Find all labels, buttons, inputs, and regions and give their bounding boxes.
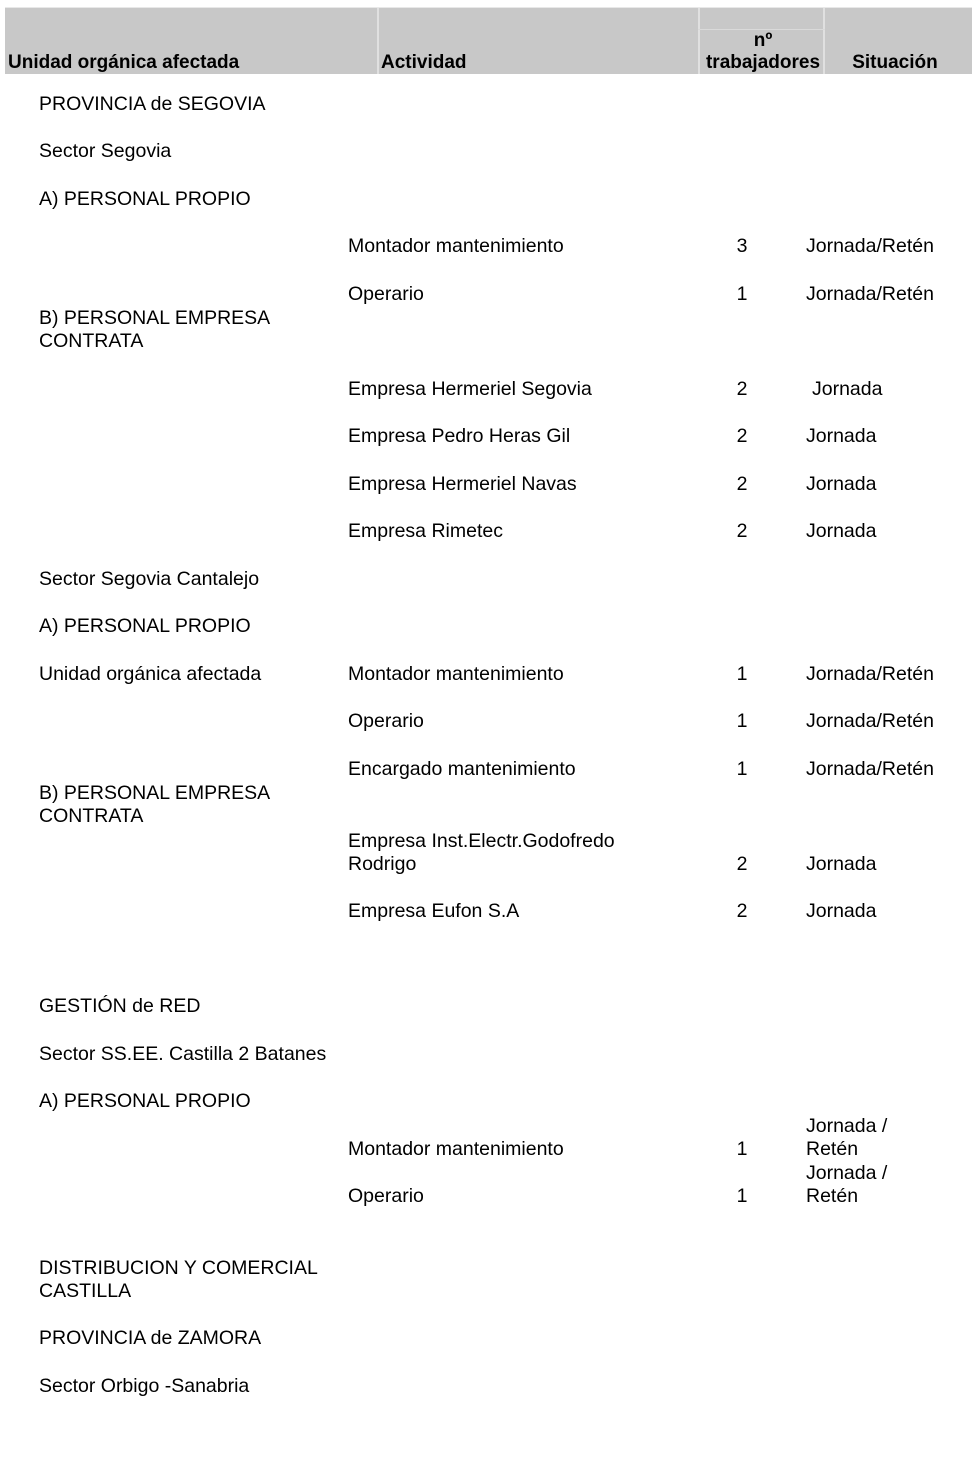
unit-cell: Unidad orgánica afectada — [39, 663, 262, 685]
section-heading: DISTRIBUCION Y COMERCIAL — [39, 1257, 318, 1279]
activity-cell: Operario — [348, 710, 424, 732]
group-heading: A) PERSONAL PROPIO — [39, 615, 251, 637]
section-heading: GESTIÓN de RED — [39, 995, 201, 1017]
workers-cell: 3 — [736, 235, 748, 257]
header-situacion: Situación — [852, 52, 938, 73]
sector-heading: Sector Orbigo -Sanabria — [39, 1375, 250, 1397]
workers-cell: 2 — [736, 473, 748, 495]
status-cell: Retén — [806, 1138, 859, 1160]
header-divider — [698, 8, 700, 74]
activity-cell: Empresa Rimetec — [348, 520, 503, 542]
status-cell: Jornada — [806, 425, 877, 447]
status-cell: Jornada — [806, 900, 877, 922]
activity-cell: Empresa Hermeriel Segovia — [348, 378, 592, 400]
workers-cell: 1 — [736, 663, 748, 685]
status-cell: Jornada — [806, 853, 877, 875]
activity-cell: Operario — [348, 1185, 424, 1207]
status-cell: Jornada/Retén — [806, 710, 934, 732]
sector-heading: Sector Segovia — [39, 140, 172, 162]
activity-cell: Empresa Inst.Electr.Godofredo — [348, 830, 615, 852]
group-heading: CONTRATA — [39, 330, 144, 352]
workers-cell: 1 — [736, 710, 748, 732]
status-cell: Jornada/Retén — [806, 235, 934, 257]
workers-cell: 1 — [736, 1185, 748, 1207]
group-heading: B) PERSONAL EMPRESA — [39, 782, 271, 804]
section-heading: PROVINCIA de SEGOVIA — [39, 93, 266, 115]
group-heading: A) PERSONAL PROPIO — [39, 188, 251, 210]
status-cell: Jornada / — [806, 1115, 888, 1137]
section-heading: PROVINCIA de ZAMORA — [39, 1327, 262, 1349]
workers-cell: 1 — [736, 1138, 748, 1160]
sector-heading: Sector Segovia Cantalejo — [39, 568, 260, 590]
activity-cell: Montador mantenimiento — [348, 663, 564, 685]
header-unidad: Unidad orgánica afectada — [8, 52, 240, 73]
group-heading: A) PERSONAL PROPIO — [39, 1090, 251, 1112]
activity-cell: Empresa Eufon S.A — [348, 900, 520, 922]
workers-cell: 2 — [736, 900, 748, 922]
status-cell: Jornada — [806, 520, 877, 542]
section-heading: CASTILLA — [39, 1280, 132, 1302]
header-divider — [377, 8, 379, 74]
status-cell: Jornada/Retén — [806, 663, 934, 685]
header-n-line2: trabajadores — [705, 52, 821, 73]
status-cell: Jornada/Retén — [806, 283, 934, 305]
workers-cell: 2 — [736, 378, 748, 400]
group-heading: CONTRATA — [39, 805, 144, 827]
workers-cell: 2 — [736, 853, 748, 875]
sector-heading: Sector SS.EE. Castilla 2 Batanes — [39, 1043, 327, 1065]
workers-cell: 1 — [736, 758, 748, 780]
status-cell: Jornada — [806, 473, 877, 495]
status-cell: Jornada / — [806, 1162, 888, 1184]
workers-cell: 2 — [736, 520, 748, 542]
activity-cell: Empresa Pedro Heras Gil — [348, 425, 571, 447]
activity-cell: Empresa Hermeriel Navas — [348, 473, 577, 495]
activity-cell: Operario — [348, 283, 424, 305]
workers-cell: 2 — [736, 425, 748, 447]
status-cell: Jornada/Retén — [806, 758, 934, 780]
activity-cell: Montador mantenimiento — [348, 1138, 564, 1160]
activity-cell: Encargado mantenimiento — [348, 758, 576, 780]
activity-cell: Montador mantenimiento — [348, 235, 564, 257]
status-cell: Retén — [806, 1185, 859, 1207]
status-cell: Jornada — [812, 378, 883, 400]
group-heading: B) PERSONAL EMPRESA — [39, 307, 271, 329]
header-actividad: Actividad — [381, 52, 467, 73]
header-n-line1: nº — [753, 30, 773, 51]
activity-cell: Rodrigo — [348, 853, 417, 875]
table-header — [5, 7, 972, 74]
workers-cell: 1 — [736, 283, 748, 305]
